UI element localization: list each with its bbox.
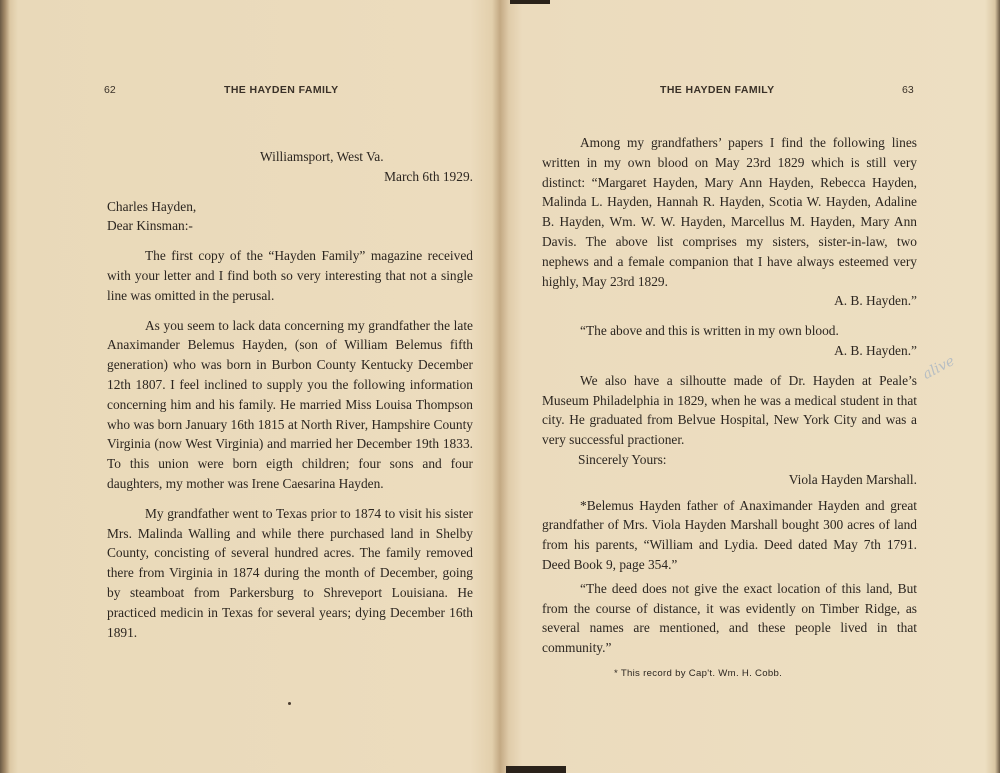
ink-speck xyxy=(288,702,291,705)
signature: A. B. Hayden.” xyxy=(834,293,917,309)
margin-handwriting: alive xyxy=(920,353,958,383)
date-line: March 6th 1929. xyxy=(384,168,473,184)
letter-body xyxy=(107,147,473,642)
salutation: Dear Kinsman:- xyxy=(107,218,193,234)
paragraph: The first copy of the “Hayden Family” magazine received with your letter and I find both so very interesting that not a single line was omitted in the perusal. xyxy=(107,248,473,303)
paragraph: “The deed does not give the exact location of this land, But from the course of distance, it was evidently on Timber Ridge, as several names are mentioned, and these people lived in that community.” xyxy=(542,580,917,656)
paragraph: *Belemus Hayden father of Anaximander Hayden and great grandfather of Mrs. Viola Hayden Marshall bought 300 acres of land from his parents, “William and Lydia. Deed dated May 7th 1791. Deed Book 9, page 354.” xyxy=(542,497,917,572)
paragraph: My grandfather went to Texas prior to 1874 to visit his sister Mrs. Malinda Walling and while there purchased land in Shelby County, concisting of several hundred acres. The family removed there from Virginia in 1874 during the month of December, going by steamboat from Parkersburg to Shreveport Louisiana. He practiced medicin in Texas for several years; dying December 16th 1891. xyxy=(107,505,473,640)
signature: A. B. Hayden.” xyxy=(834,342,917,358)
footnote: * This record by Cap't. Wm. H. Cobb. xyxy=(614,667,783,679)
page-number: 62 xyxy=(104,84,116,96)
right-page xyxy=(502,0,1000,773)
paragraph: Among my grandfathers’ papers I find the following lines written in my own blood on May 23rd 1829 which is still very distinct: “Margaret Hayden, Mary Ann Hayden, Rebecca Hayden, Malinda L. Hayden, Hannah R. Hayden, Scotia W. Hayden, Adaline B. Hayden, Wm. W. W. Hayden, Marcellus M. Hayden, Mary Ann Davis. The above list comprises my sisters, sister-in-law, two nephews and a female companion that I have always esteemed very highly, May 23rd 1829. xyxy=(542,135,917,289)
place-line: Williamsport, West Va. xyxy=(260,149,384,164)
page-body xyxy=(542,133,917,684)
running-head: THE HAYDEN FAMILY xyxy=(660,84,775,96)
page-number: 63 xyxy=(902,84,914,96)
closing: Sincerely Yours: xyxy=(578,451,667,467)
quote: “The above and this is written in my own blood. xyxy=(580,323,839,339)
running-head: THE HAYDEN FAMILY xyxy=(224,84,339,96)
signer: Viola Hayden Marshall. xyxy=(788,471,917,487)
addressee: Charles Hayden, xyxy=(107,198,197,214)
paragraph: We also have a silhoutte made of Dr. Hayden at Peale’s Museum Philadelphia in 1829, when he was a medical student in that city. He graduated from Belvue Hospital, New York City and was a very successful practioner. xyxy=(542,372,917,448)
paragraph: As you seem to lack data concerning my grandfather the late Anaximander Belemus Hayden, (son of William Belemus fifth generation) who was born in Burbon County Kentucky December 12th 1807. I feel inclined to supply you the following information concerning him and his family. He married Miss Louisa Thompson who was born January 16th 1815 at North River, Hampshire County Virginia (now West Virginia) and married her December 19th 1833. To this union were born eigth children; four sons and four daughters, my mother was Irene Caesarina Hayden. xyxy=(107,317,473,491)
